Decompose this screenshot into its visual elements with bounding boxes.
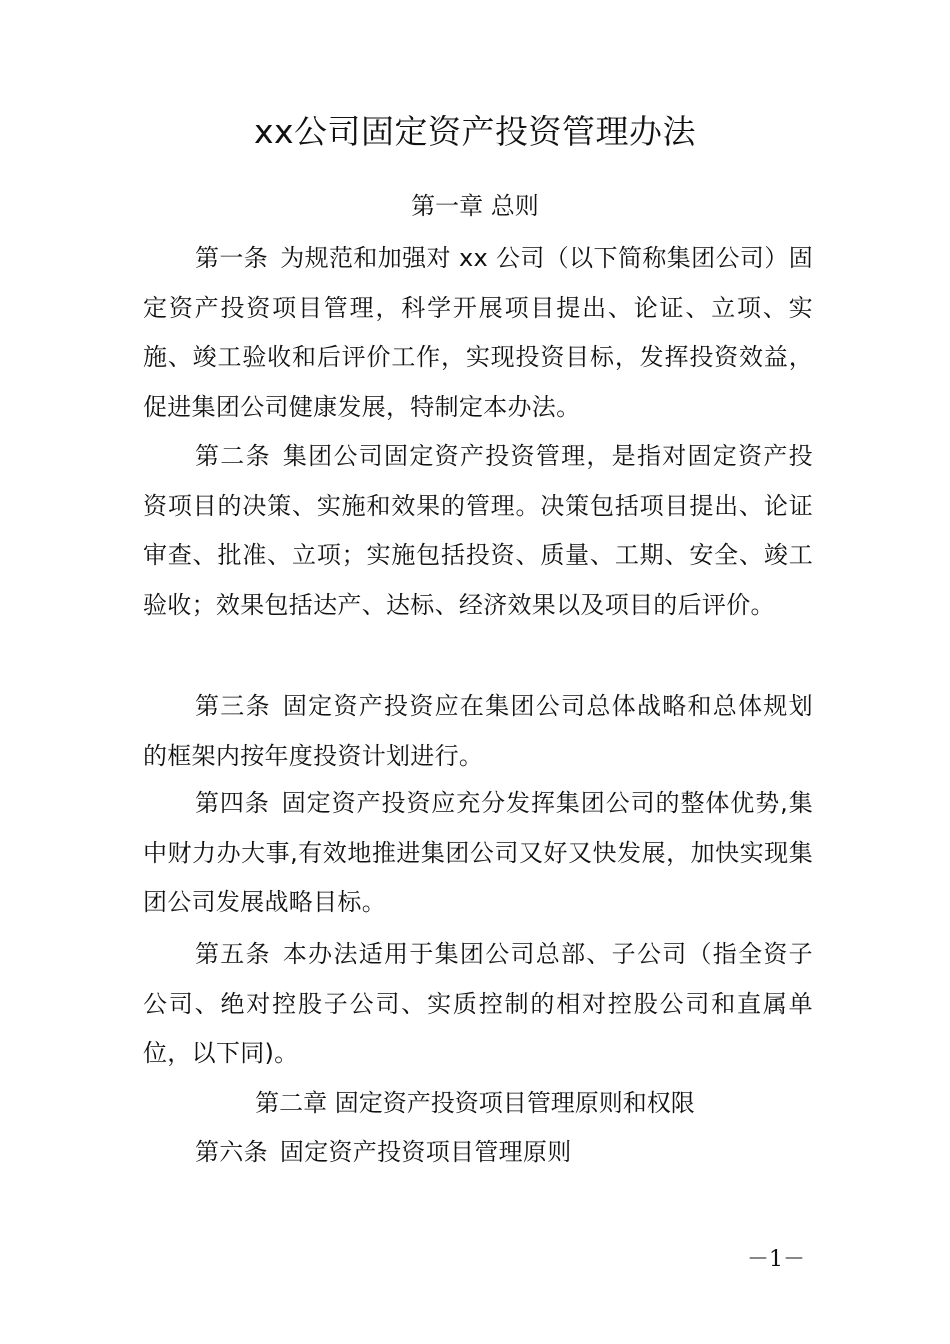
article-3 (143, 682, 813, 781)
chapter-heading-1: 第一章 总则 (411, 192, 539, 220)
article-5-head: 第五条 (195, 940, 271, 968)
article-2-text: 集团公司固定资产投资管理，是指对固定资产投资项目的决策、实施和效果的管理。决策包括项目提出、论证审查、批准、立项；实施包括投资、质量、工期、安全、竣工验收；效果包括达产、达标、经济效果以及项目的后评价。 (143, 442, 813, 619)
article-4 (143, 779, 813, 928)
article-2-head: 第二条 (195, 442, 271, 470)
page-number: －1－ (747, 1247, 805, 1272)
article-3-text: 固定资产投资应在集团公司总体战略和总体规划的框架内按年度投资计划进行。 (143, 692, 813, 770)
article-1-text: 为规范和加强对 xx 公司（以下简称集团公司）固定资产投资项目管理，科学开展项目提出、论证、立项、实施、竣工验收和后评价工作，实现投资目标，发挥投资效益，促进集团公司健康发展，特制定本办法。 (143, 244, 813, 421)
chapter-heading-2: 第二章 固定资产投资项目管理原则和权限 (255, 1089, 695, 1117)
article-6-head: 第六条 (195, 1138, 268, 1166)
article-5 (143, 930, 813, 1079)
article-1-head: 第一条 (195, 244, 269, 272)
document-title: xx公司固定资产投资管理办法 (253, 112, 697, 151)
article-6 (143, 1128, 813, 1178)
article-2 (143, 432, 813, 630)
article-4-text: 固定资产投资应充分发挥集团公司的整体优势,集中财力办大事,有效地推进集团公司又好又快发展，加快实现集团公司发展战略目标。 (143, 789, 813, 916)
article-4-head: 第四条 (195, 789, 270, 817)
article-5-text: 本办法适用于集团公司总部、子公司（指全资子公司、绝对控股子公司、实质控制的相对控股公司和直属单位，以下同)。 (143, 940, 813, 1067)
article-6-text: 固定资产投资项目管理原则 (279, 1138, 572, 1166)
article-1 (143, 234, 813, 432)
article-3-head: 第三条 (195, 692, 271, 720)
